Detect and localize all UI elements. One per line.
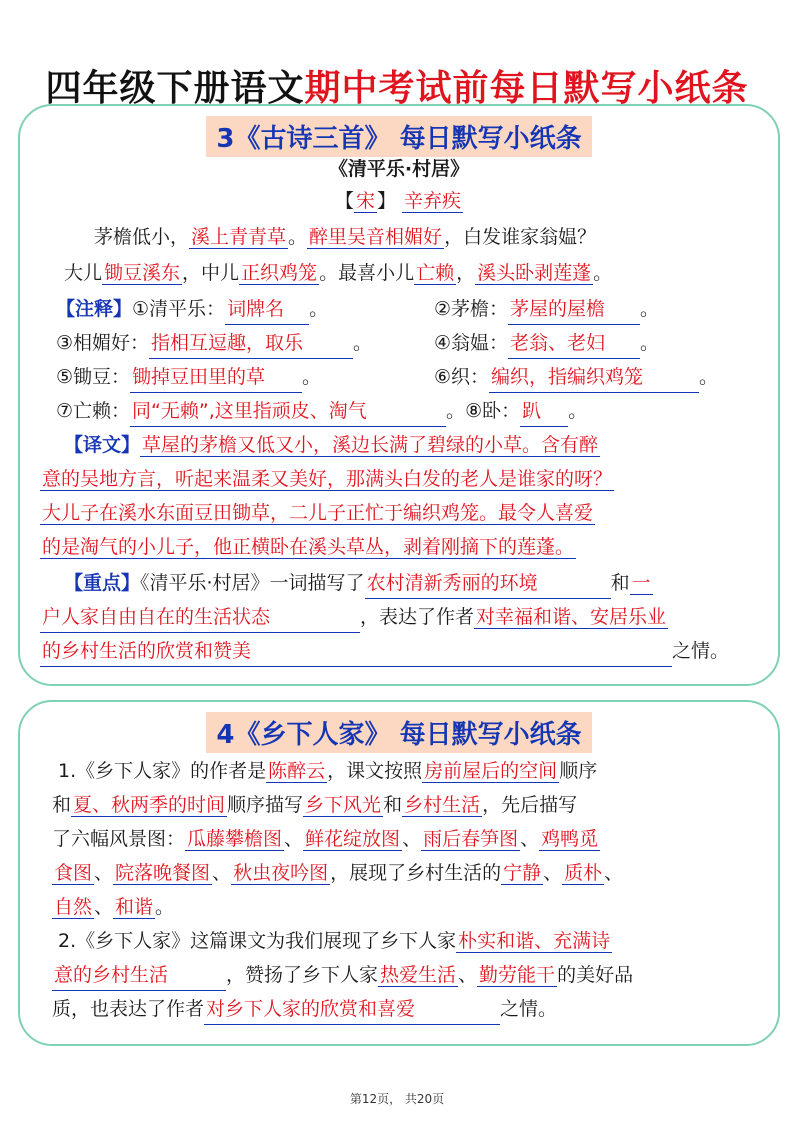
answer: 瓜藤攀檐图 bbox=[187, 828, 283, 850]
text: 、 bbox=[520, 828, 540, 850]
note-answer: 茅屋的屋檐 bbox=[508, 294, 640, 325]
text: 。 bbox=[155, 896, 175, 918]
text: ， bbox=[456, 262, 476, 284]
answer: 朴实和谐、充满诗 bbox=[458, 930, 611, 952]
text: 了六幅风景图： bbox=[52, 828, 186, 850]
text: 大儿 bbox=[64, 262, 103, 284]
answer: 食图 bbox=[54, 862, 93, 884]
author: 辛弃疾 bbox=[404, 190, 462, 212]
text: 茅檐低小， bbox=[94, 226, 190, 248]
answer: 院落晚餐图 bbox=[115, 862, 211, 884]
key-point-3 bbox=[40, 636, 794, 667]
q1-line-4 bbox=[52, 858, 794, 888]
answer: 宁静 bbox=[503, 862, 542, 884]
section-heading-4 bbox=[20, 712, 778, 753]
note-answer: 锄掉豆田里的草 bbox=[130, 362, 302, 393]
text: ，课文按照 bbox=[327, 760, 423, 782]
text: ，展现了乡村生活的 bbox=[330, 862, 502, 884]
answer: 夏、秋两季的时间 bbox=[73, 794, 226, 816]
note-label: ⑧卧： bbox=[465, 400, 521, 422]
note-row-4 bbox=[56, 396, 794, 427]
text: 。 bbox=[640, 298, 660, 320]
poem-line-2 bbox=[64, 258, 794, 288]
answer: 鲜花绽放图 bbox=[305, 828, 401, 850]
answer: 房前屋后的空间 bbox=[424, 760, 558, 782]
text: 之情。 bbox=[500, 998, 558, 1020]
note-answer: 老翁、老妇 bbox=[508, 328, 640, 359]
answer: 对幸福和谐、安居乐业 bbox=[476, 606, 667, 628]
section-heading-3-text: 3《古诗三首》 每日默写小纸条 bbox=[206, 116, 591, 157]
text: 质，也表达了作者 bbox=[52, 998, 205, 1020]
q2-line-2 bbox=[52, 960, 794, 991]
bracket-close: 】 bbox=[376, 190, 396, 212]
poem-author-line bbox=[20, 186, 778, 216]
translation-text: 大儿子在溪水东面豆田锄草，二儿子正忙于编织鸡笼。最令人喜爱 bbox=[42, 502, 594, 524]
answer: 乡下风光 bbox=[305, 794, 382, 816]
text: 。 bbox=[699, 366, 719, 388]
note-answer: 同“无赖”,这里指顽皮、淘气 bbox=[130, 396, 446, 427]
translation-2 bbox=[40, 464, 794, 494]
title-part-2: 期中考试前每日默写小纸条 bbox=[304, 68, 749, 109]
answer: 的乡村生活的欣赏和赞美 bbox=[40, 636, 672, 667]
text: 、 bbox=[284, 828, 304, 850]
answer: 一 bbox=[631, 572, 651, 594]
answer: 醉里吴音相媚好 bbox=[309, 226, 443, 248]
note-row-2b bbox=[434, 328, 794, 359]
answer: 秋虫夜吟图 bbox=[233, 862, 329, 884]
text: 的美好品 bbox=[557, 964, 634, 986]
poem-title: 《清平乐·村居》 bbox=[328, 158, 470, 180]
answer: 溪头卧剥莲蓬 bbox=[477, 262, 592, 284]
note-label: ⑦亡赖： bbox=[56, 400, 131, 422]
text: ，先后描写 bbox=[482, 794, 578, 816]
bracket-open: 【 bbox=[334, 190, 354, 212]
text: 之情。 bbox=[672, 640, 730, 662]
text: 。最喜小儿 bbox=[319, 262, 415, 284]
title-part-1: 四年级下册语文 bbox=[45, 68, 305, 109]
note-label: ①清平乐： bbox=[132, 298, 226, 320]
answer: 溪上青青草 bbox=[191, 226, 287, 248]
section-heading-4-text: 4《乡下人家》 每日默写小纸条 bbox=[206, 712, 591, 753]
answer: 雨后春笋图 bbox=[423, 828, 519, 850]
text: 。 bbox=[640, 332, 660, 354]
answer: 户人家自由自在的生活状态 bbox=[40, 602, 360, 633]
text: 2.《乡下人家》这篇课文为我们展现了乡下人家 bbox=[58, 930, 457, 952]
answer: 锄豆溪东 bbox=[104, 262, 181, 284]
note-label: ⑥织： bbox=[434, 366, 490, 388]
answer: 乡村生活 bbox=[404, 794, 481, 816]
q1-line-5 bbox=[52, 892, 794, 922]
answer: 亡赖 bbox=[416, 262, 455, 284]
key-point-2 bbox=[40, 602, 794, 633]
text: 、 bbox=[212, 862, 232, 884]
translation-4 bbox=[40, 532, 794, 562]
answer: 对乡下人家的欣赏和喜爱 bbox=[204, 994, 500, 1025]
text: 和 bbox=[383, 794, 403, 816]
note-row-1b bbox=[434, 294, 794, 325]
answer: 热爱生活 bbox=[380, 964, 457, 986]
text: 、 bbox=[402, 828, 422, 850]
text: 1.《乡下人家》的作者是 bbox=[58, 760, 267, 782]
text: 、 bbox=[458, 964, 478, 986]
translation-text: 的是淘气的小儿子，他正横卧在溪头草丛，剥着刚摘下的莲蓬。 bbox=[42, 536, 575, 558]
text: 《清平乐·村居》一词描写了 bbox=[140, 572, 365, 594]
text: 和 bbox=[52, 794, 72, 816]
note-label: ②茅檐： bbox=[434, 298, 509, 320]
text: ，白发谁家翁媪？ bbox=[444, 226, 597, 248]
note-answer: 编织，指编织鸡笼 bbox=[489, 362, 699, 393]
text: 。 bbox=[446, 400, 466, 422]
text: 、 bbox=[94, 862, 114, 884]
text: 。 bbox=[309, 298, 329, 320]
q1-line-1 bbox=[58, 756, 794, 786]
note-label: ④翁媪： bbox=[434, 332, 509, 354]
key-point-1 bbox=[64, 568, 794, 599]
notes-tag: 【注释】 bbox=[56, 298, 133, 320]
key-tag: 【重点】 bbox=[64, 572, 141, 594]
text: 顺序描写 bbox=[227, 794, 304, 816]
answer: 质朴 bbox=[564, 862, 603, 884]
card-poem bbox=[18, 104, 780, 686]
text: 。 bbox=[302, 366, 322, 388]
translation-text: 草屋的茅檐又低又小，溪边长满了碧绿的小草。含有醉 bbox=[142, 434, 599, 456]
answer: 勤劳能干 bbox=[479, 964, 556, 986]
text: ，赞扬了乡下人家 bbox=[226, 964, 379, 986]
poem-line-1 bbox=[94, 222, 794, 252]
note-row-3b bbox=[434, 362, 794, 393]
note-label: ⑤锄豆： bbox=[56, 366, 131, 388]
answer: 鸡鸭觅 bbox=[541, 828, 599, 850]
answer: 农村清新秀丽的环境 bbox=[365, 568, 611, 599]
q1-line-2 bbox=[52, 790, 794, 820]
text: 。 bbox=[568, 400, 588, 422]
q2-line-1 bbox=[58, 926, 794, 956]
answer: 自然 bbox=[54, 896, 93, 918]
text: 、 bbox=[604, 862, 624, 884]
text: ，中儿 bbox=[182, 262, 240, 284]
answer: 正织鸡笼 bbox=[241, 262, 318, 284]
translation-text: 意的吴地方言，听起来温柔又美好，那满头白发的老人是谁家的呀？ bbox=[42, 468, 613, 490]
answer: 意的乡村生活 bbox=[52, 960, 226, 991]
answer: 陈醉云 bbox=[268, 760, 326, 782]
note-answer: 趴 bbox=[520, 396, 568, 427]
q2-line-3 bbox=[52, 994, 794, 1025]
text: 。 bbox=[353, 332, 373, 354]
text: 。 bbox=[288, 226, 308, 248]
note-answer: 词牌名 bbox=[225, 294, 309, 325]
text: 、 bbox=[543, 862, 563, 884]
text: 。 bbox=[593, 262, 613, 284]
dynasty: 宋 bbox=[355, 190, 375, 212]
translation-tag: 【译文】 bbox=[64, 434, 141, 456]
translation-3 bbox=[40, 498, 794, 528]
text: 顺序 bbox=[559, 760, 598, 782]
note-label: ③相媚好： bbox=[56, 332, 150, 354]
translation-1 bbox=[64, 430, 794, 460]
card-rural-families bbox=[18, 700, 780, 1046]
page-footer: 第12页， 共20页 bbox=[349, 1092, 445, 1106]
text: 和 bbox=[610, 572, 630, 594]
note-answer: 指相互逗趣，取乐 bbox=[149, 328, 353, 359]
q1-line-3 bbox=[52, 824, 794, 854]
text: 、 bbox=[94, 896, 114, 918]
answer: 和谐 bbox=[115, 896, 154, 918]
text: ，表达了作者 bbox=[360, 606, 475, 628]
section-heading-3 bbox=[20, 116, 778, 157]
